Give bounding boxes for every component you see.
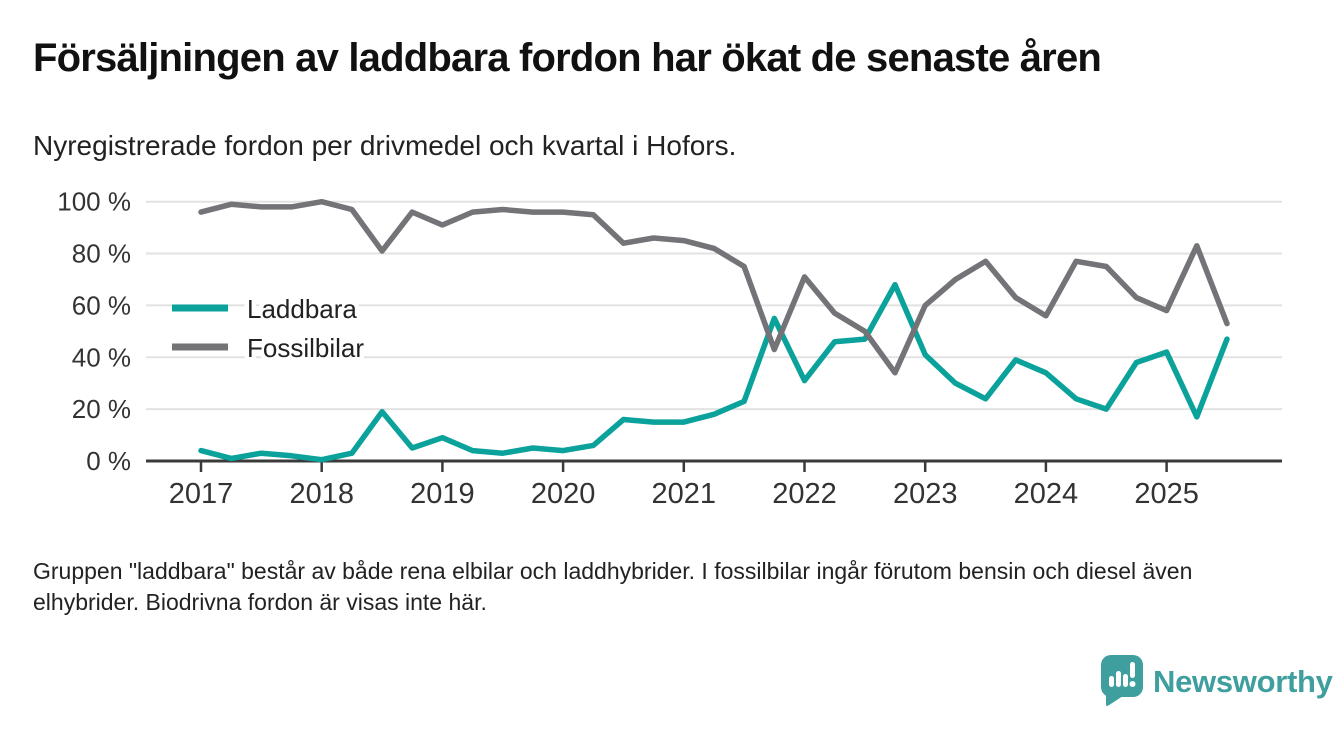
x-tick-label-2022: 2022 (772, 478, 837, 510)
y-tick-label-100: 100 % (57, 186, 131, 217)
y-tick-label-80: 80 % (71, 238, 131, 269)
legend-label-fossilbilar: Fossilbilar (247, 333, 365, 363)
y-tick-label-60: 60 % (71, 290, 131, 321)
chart-title: Försäljningen av laddbara fordon har ökat de senaste åren (33, 36, 1102, 80)
x-tick-label-2024: 2024 (1013, 478, 1079, 510)
y-tick-label-0: 0 % (86, 446, 131, 476)
newsworthy-logo-text: Newsworthy (1153, 663, 1333, 699)
legend-label-laddbara: Laddbara (247, 294, 357, 324)
x-tick-label-2025: 2025 (1134, 478, 1199, 510)
x-tick-label-2023: 2023 (892, 478, 958, 510)
newsworthy-logo (1101, 655, 1333, 708)
footnote: Gruppen "laddbara" består av både rena elbilar och laddhybrider. I fossilbilar ingår förutom bensin och diesel även elhybrider. Biodrivna fordon är visas inte här. (33, 558, 1193, 615)
chart-subtitle: Nyregistrerade fordon per drivmedel och kvartal i Hofors. (33, 130, 737, 161)
x-tick-label-2019: 2019 (410, 478, 475, 510)
x-tick-label-2021: 2021 (651, 478, 717, 510)
x-tick-label-2020: 2020 (530, 478, 596, 510)
y-tick-label-20: 20 % (71, 394, 131, 425)
x-tick-label-2018: 2018 (289, 478, 354, 510)
y-tick-label-40: 40 % (71, 342, 131, 373)
x-tick-label-2017: 2017 (168, 478, 234, 510)
newsworthy-logo-icon (1101, 655, 1143, 708)
